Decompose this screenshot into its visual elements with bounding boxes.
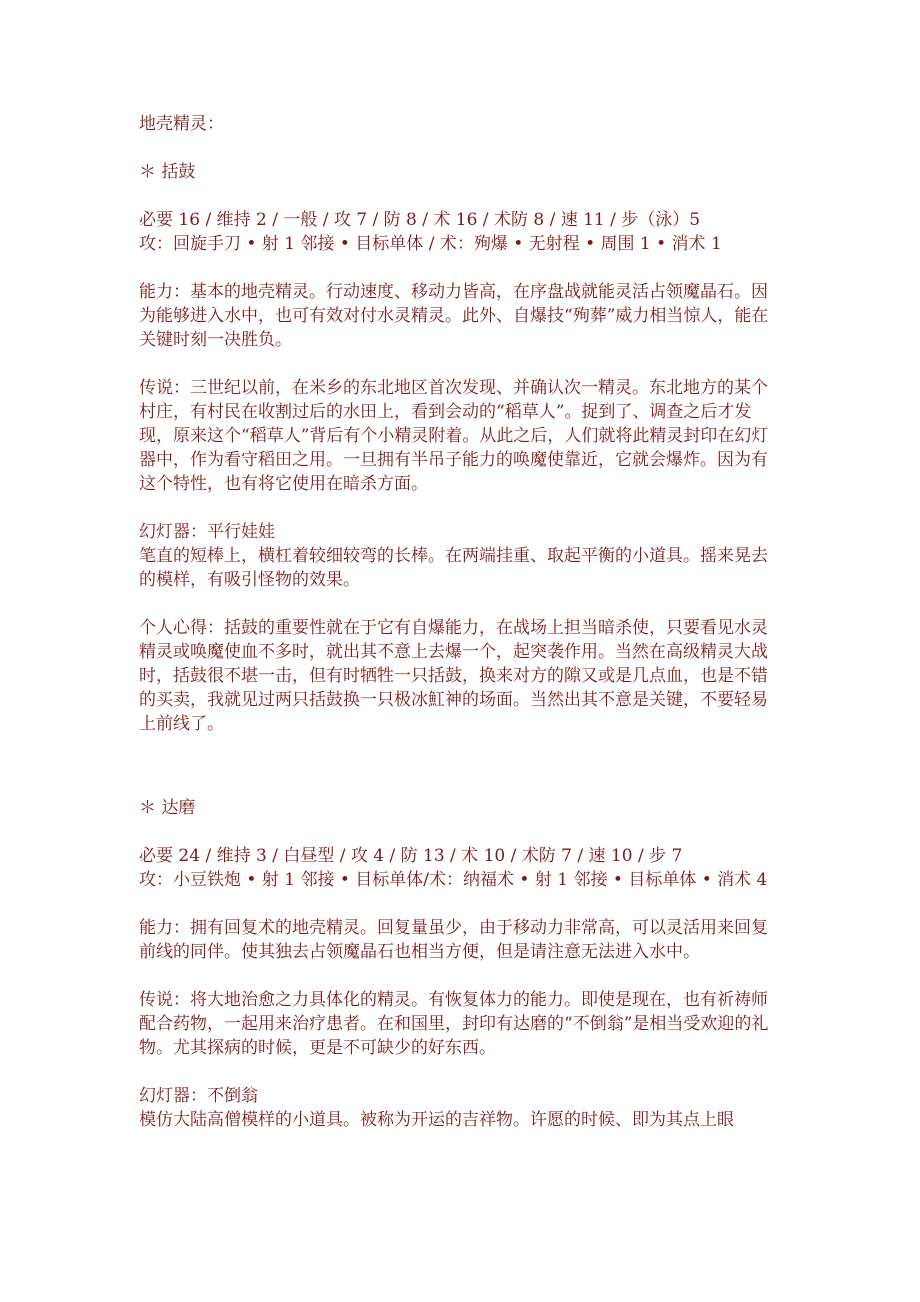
entry-legend: 传说：将大地治愈之力具体化的精灵。有恢复体力的能力。即使是现在，也有祈祷师配合药物，一起用来治疗患者。在和国里，封印有达磨的“不倒翁”是相当受欢迎的礼物。尤其探病的时候，更是不可缺少的好东西。 <box>139 990 769 1058</box>
entry-ability: 能力：基本的地壳精灵。行动速度、移动力皆高，在序盘战就能灵活占领魔晶石。因为能够进入水中，也可有效对付水灵精灵。此外、自爆技“殉葬”威力相当惊人，能在关键时刻一决胜负。 <box>139 282 769 350</box>
entry-stats: 必要 16 / 维持 2 / 一般 / 攻 7 / 防 8 / 术 16 / 术防 8 / 速 11 / 步（泳）5 <box>139 210 701 230</box>
document-body <box>139 112 784 1132</box>
entry-lantern-title: 幻灯器：不倒翁 <box>139 1086 258 1106</box>
entry-name: ＊ 达磨 <box>139 798 196 818</box>
entry-ability: 能力：拥有回复术的地壳精灵。回复量虽少，由于移动力非常高，可以灵活用来回复前线的同伴。使其独去占领魔晶石也相当方便，但是请注意无法进入水中。 <box>139 918 768 962</box>
entry-lantern-title: 幻灯器：平行娃娃 <box>139 522 275 542</box>
entry-stats: 必要 24 / 维持 3 / 白昼型 / 攻 4 / 防 13 / 术 10 / 术防 7 / 速 10 / 步 7 <box>139 846 683 866</box>
entry-lantern-desc: 模仿大陆高僧模样的小道具。被称为开运的吉祥物。许愿的时候、即为其点上眼 <box>139 1110 734 1130</box>
entry-name: ＊ 括鼓 <box>139 162 196 182</box>
entry-lantern-desc: 笔直的短棒上，横杠着较细较弯的长棒。在两端挂重、取起平衡的小道具。摇来晃去的模样，有吸引怪物的效果。 <box>139 546 768 590</box>
entry-attack: 攻：回旋手刀 • 射 1 邻接 • 目标单体 / 术：殉爆 • 无射程 • 周围 1 • 消术 1 <box>139 234 722 254</box>
entry-legend: 传说：三世纪以前，在米乡的东北地区首次发现、并确认次一精灵。东北地方的某个村庄，有村民在收割过后的水田上，看到会动的“稻草人”。捉到了、调查之后才发现，原来这个“稻草人”背后有个小精灵附着。从此之后，人们就将此精灵封印在幻灯器中，作为看守稻田之用。一旦拥有半吊子能力的唤魔使靠近，它就会爆炸。因为有这个特性，也有将它使用在暗杀方面。 <box>139 378 769 494</box>
section-title: 地壳精灵： <box>139 114 224 134</box>
entry-note: 个人心得：括鼓的重要性就在于它有自爆能力，在战场上担当暗杀使，只要看见水灵精灵或唤魔使血不多时，就出其不意上去爆一个，起突袭作用。当然在高级精灵大战时，括鼓很不堪一击，但有时牺牲一只括鼓，换来对方的隙又或是几点血，也是不错的买卖，我就见过两只括鼓换一只极冰魟神的场面。当然出其不意是关键，不要轻易上前线了。 <box>139 618 768 734</box>
entry-attack: 攻：小豆铁炮 • 射 1 邻接 • 目标单体/术：纳福术 • 射 1 邻接 • 目标单体 • 消术 4 <box>139 870 768 890</box>
